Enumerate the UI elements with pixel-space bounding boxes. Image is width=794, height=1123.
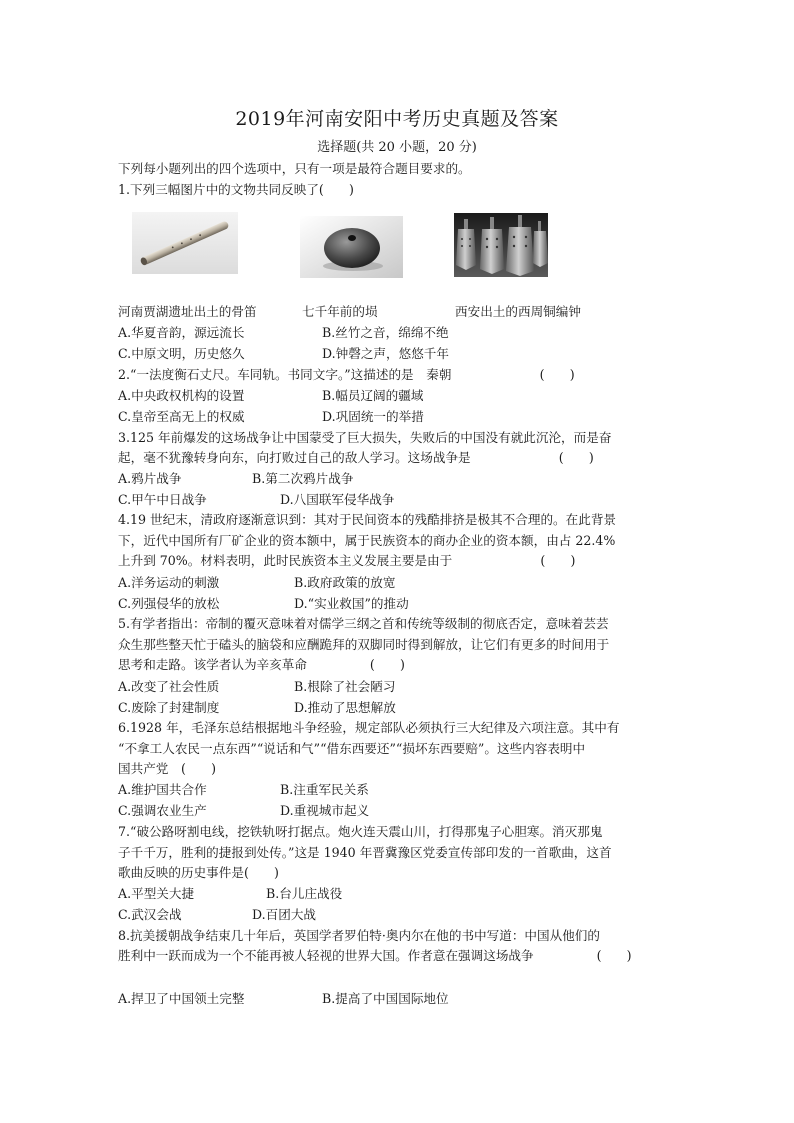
q4-option-d: D.“实业救国”的推动 [294,596,409,611]
q7-option-d: D.百团大战 [252,907,317,922]
q7-line-2: 子千千万，胜利的捷报到处传。”这是 1940 年晋冀豫区党委宣传部印发的一首歌曲，这首 [118,845,612,860]
page-title: 2019年河南安阳中考历史真题及答案 [235,108,559,130]
q8-line-1: 8.抗美援朝战争结束几十年后，英国学者罗伯特·奥内尔在他的书中写道：中国从他们的 [118,928,600,943]
bronze-bells-drawing [454,213,548,277]
q6-line-1: 6.1928 年，毛泽东总结根据地斗争经验，规定部队必须执行三大纪律及六项注意。其中有 [118,720,620,735]
q7-line-3: 歌曲反映的历史事件是( ) [118,865,279,880]
q5-line-3: 思考和走路。该学者认为辛亥革命 ( ) [118,657,405,672]
q5-line-1: 5.有学者指出：帝制的覆灭意味着对儒学三纲之首和传统等级制的彻底否定，意味着芸芸 [118,616,609,631]
q3-option-a: A.鸦片战争 [118,471,182,486]
caption-bells: 西安出土的西周铜编钟 [455,304,581,319]
q7-option-c: C.武汉会战 [118,907,182,922]
q3-option-d: D.八国联军侵华战争 [280,492,395,507]
q3-option-b: B.第二次鸦片战争 [252,471,354,486]
q1-option-a: A.华夏音韵，源远流长 [118,325,245,340]
q4-option-a: A.洋务运动的刺激 [118,575,220,590]
caption-xun: 七千年前的埙 [302,304,378,319]
q8-option-b: B.提高了中国国际地位 [322,991,449,1006]
bone-flute-photo [132,212,238,274]
q4-line-3: 上升到 70%。材料表明，此时民族资本主义发展主要是由于 ( ) [118,553,576,568]
q6-option-d: D.重视城市起义 [280,803,370,818]
q1-option-d: D.钟磬之声，悠悠千年 [322,346,449,361]
q2-option-b: B.幅员辽阔的疆域 [322,388,424,403]
section-heading: 选择题(共 20 小题，20 分) [317,140,477,155]
q4-line-1: 4.19 世纪末，清政府逐渐意识到：其对于民间资本的残酷排挤是极其不合理的。在此背景 [118,512,617,527]
q6-option-a: A.维护国共合作 [118,782,207,797]
bone-flute-drawing [132,212,238,274]
q2-option-a: A.中央政权机构的设置 [118,388,245,403]
q7-option-a: A.平型关大捷 [118,886,195,901]
q2-option-c: C.皇帝至高无上的权威 [118,409,245,424]
q3-line-1: 3.125 年前爆发的这场战争让中国蒙受了巨大损失，失败后的中国没有就此沉沦，而是奋 [118,430,612,445]
q5-option-c: C.废除了封建制度 [118,700,220,715]
q2-stem: 2.“一法度衡石丈尺。车同轨。书同文字。”这描述的是 秦朝 ( ) [118,367,575,382]
q2-option-d: D.巩固统一的举措 [322,409,424,424]
clay-xun-photo [300,216,403,278]
caption-bone-flute: 河南贾湖遗址出土的骨笛 [118,304,257,319]
bronze-bells-photo [454,213,548,277]
q6-line-2: “不拿工人农民一点东西”“说话和气”“借东西要还”“损坏东西要赔”。这些内容表明中 [118,741,586,756]
q4-option-b: B.政府政策的放宽 [294,575,396,590]
q8-line-2: 胜利中一跃而成为一个不能再被人轻视的世界大国。作者意在强调这场战争 ( ) [118,948,632,963]
q1-stem: 1.下列三幅图片中的文物共同反映了( ) [118,182,354,197]
q3-line-2: 起，毫不犹豫转身向东，向打败过自己的敌人学习。这场战争是 ( ) [118,450,594,465]
q5-option-d: D.推动了思想解放 [294,700,396,715]
instruction-text: 下列每小题列出的四个选项中，只有一项是最符合题目要求的。 [118,161,471,176]
q1-option-b: B.丝竹之音，绵绵不绝 [322,325,449,340]
q6-option-c: C.强调农业生产 [118,803,207,818]
clay-xun-drawing [300,216,403,278]
q8-option-a: A.捍卫了中国领土完整 [118,991,245,1006]
q6-line-3: 国共产党 ( ) [118,761,216,776]
q5-line-2: 众生那些整天忙于磕头的脑袋和应酬跪拜的双脚同时得到解放，让它们有更多的时间用于 [118,637,610,652]
q4-option-c: C.列强侵华的放松 [118,596,220,611]
q3-option-c: C.甲午中日战争 [118,492,207,507]
q7-line-1: 7.“破公路呀割电线，挖铁轨呀打据点。炮火连天震山川，打得那鬼子心胆寒。消灭那鬼 [118,824,603,839]
q5-option-a: A.改变了社会性质 [118,679,220,694]
q7-option-b: B.台儿庄战役 [266,886,343,901]
q6-option-b: B.注重军民关系 [280,782,369,797]
q1-option-c: C.中原文明，历史悠久 [118,346,245,361]
q5-option-b: B.根除了社会陋习 [294,679,396,694]
q4-line-2: 下，近代中国所有厂矿企业的资本额中，属于民族资本的商办企业的资本额，由占 22.4% [118,533,616,548]
